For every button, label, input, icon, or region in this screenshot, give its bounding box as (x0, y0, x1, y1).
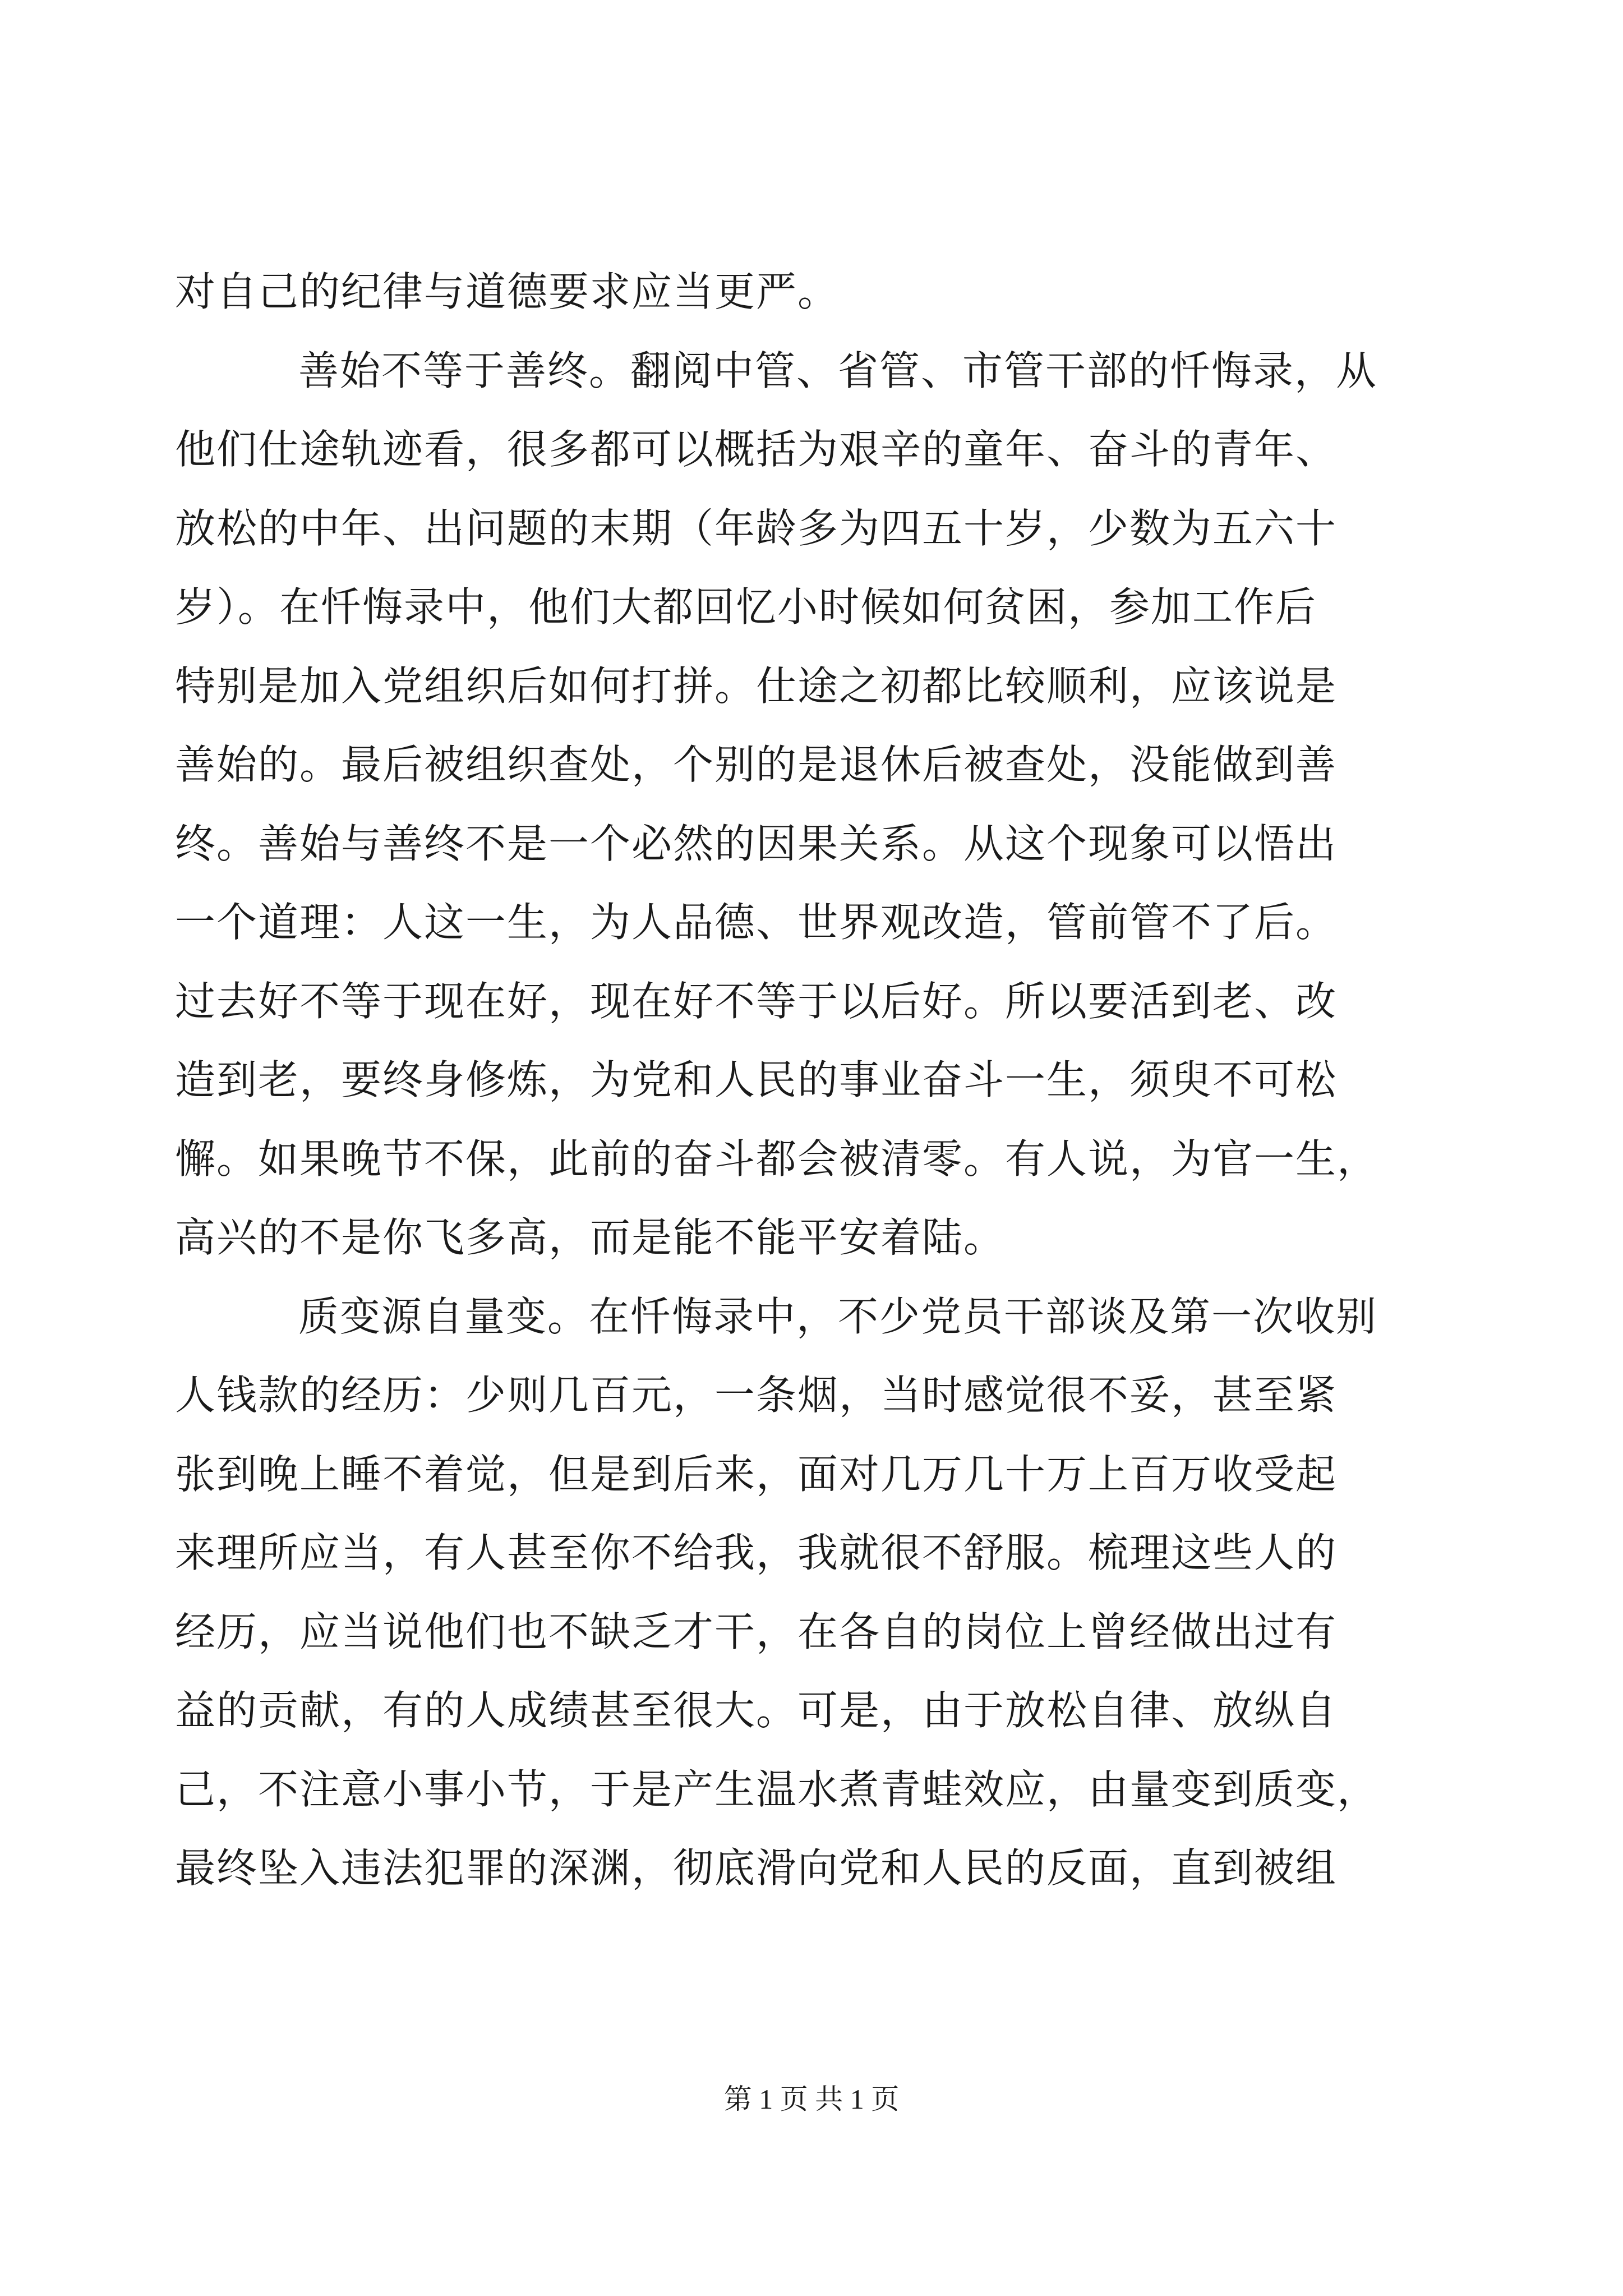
text-line: 善始的。最后被组织查处，个别的是退休后被查处，没能做到善 (175, 741, 1338, 788)
text-line: 最终坠入违法犯罪的深渊，彻底滑向党和人民的反面，直到被组 (175, 1844, 1338, 1892)
text-line: 造到老，要终身修炼，为党和人民的事业奋斗一生，须臾不可松 (175, 1056, 1338, 1103)
body-text (175, 252, 1448, 1908)
text-line: 高兴的不是你飞多高，而是能不能平安着陆。 (175, 1214, 1006, 1261)
text-line: 他们仕途轨迹看，很多都可以概括为艰辛的童年、奋斗的青年、 (175, 426, 1338, 473)
text-line: 对自己的纪律与道德要求应当更严。 (175, 268, 840, 315)
text-line: 岁）。在忏悔录中，他们大都回忆小时候如何贫困，参加工作后 (175, 583, 1317, 631)
text-line: 经历，应当说他们也不缺乏才干，在各自的岗位上曾经做出过有 (175, 1608, 1338, 1655)
paragraph-start-line: 善始不等于善终。翻阅中管、省管、市管干部的忏悔录，从 (298, 347, 1378, 394)
text-line: 人钱款的经历：少则几百元，一条烟，当时感觉很不妥，甚至紧 (175, 1372, 1338, 1419)
page-number-footer: 第 1 页 共 1 页 (723, 2083, 900, 2115)
text-line: 过去好不等于现在好，现在好不等于以后好。所以要活到老、改 (175, 977, 1338, 1025)
text-line: 特别是加入党组织后如何打拼。仕途之初都比较顺利，应该说是 (175, 662, 1338, 710)
text-line: 终。善始与善终不是一个必然的因果关系。从这个现象可以悟出 (175, 820, 1338, 867)
text-line: 己，不注意小事小节，于是产生温水煮青蛙效应，由量变到质变， (175, 1765, 1379, 1813)
paragraph-start-line: 质变源自量变。在忏悔录中，不少党员干部谈及第一次收别 (298, 1292, 1378, 1340)
text-line: 益的贡献，有的人成绩甚至很大。可是，由于放松自律、放纵自 (175, 1687, 1338, 1734)
text-line: 懈。如果晚节不保，此前的奋斗都会被清零。有人说，为官一生， (175, 1135, 1379, 1182)
text-line: 来理所应当，有人甚至你不给我，我就很不舒服。梳理这些人的 (175, 1529, 1338, 1576)
text-line: 一个道理：人这一生，为人品德、世界观改造，管前管不了后。 (175, 899, 1338, 946)
text-line: 张到晚上睡不着觉，但是到后来，面对几万几十万上百万收受起 (175, 1450, 1338, 1498)
text-line: 放松的中年、出问题的末期（年龄多为四五十岁，少数为五六十 (175, 504, 1338, 552)
